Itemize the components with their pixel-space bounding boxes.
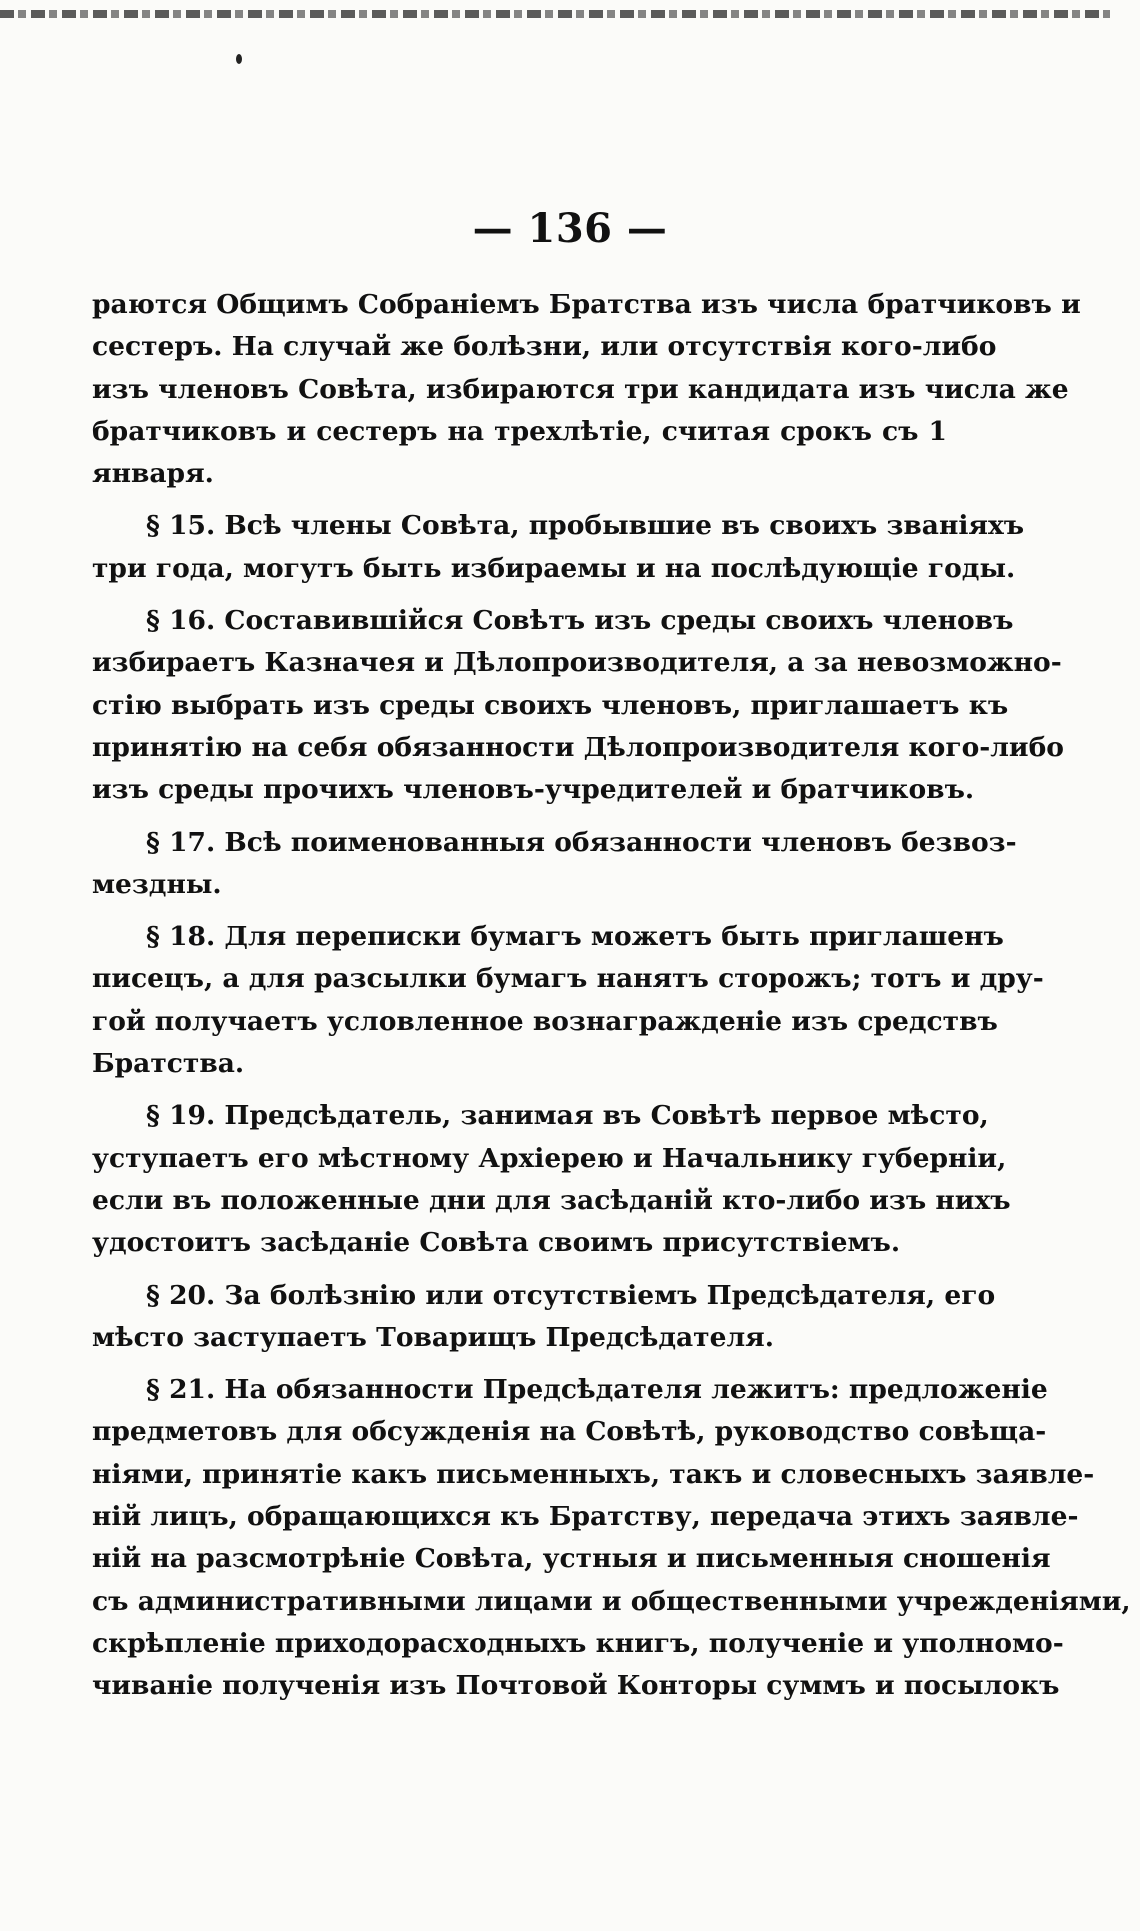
text-line: скрѣпленіе приходорасходныхъ книгъ, полученіе и уполномо- (92, 1627, 1064, 1659)
text-line: ній лицъ, обращающихся къ Братству, передача этихъ заявле- (92, 1501, 1079, 1533)
text-line: чиваніе полученія изъ Почтовой Конторы суммъ и посылокъ (92, 1670, 1060, 1702)
text-line: сестеръ. На случай же болѣзни, или отсутствія кого-либо (92, 331, 997, 363)
text-line: избираетъ Казначея и Дѣлопроизводителя, а за невозможно- (92, 647, 1062, 679)
text-line: § 20. За болѣзнію или отсутствіемъ Предсѣдателя, его (146, 1279, 996, 1311)
text-line: § 18. Для переписки бумагъ можетъ быть приглашенъ (146, 921, 1004, 953)
text-line: Братства. (92, 1048, 245, 1080)
text-line: § 17. Всѣ поименованныя обязанности членовъ безвоз- (146, 826, 1017, 858)
text-line: стію выбрать изъ среды своихъ членовъ, приглашаетъ къ (92, 689, 1009, 721)
text-line: если въ положенные дни для засѣданій кто-либо изъ нихъ (92, 1184, 1011, 1216)
page-number: — 136 — (472, 205, 668, 252)
text-line: § 21. На обязанности Предсѣдателя лежитъ: предложеніе (146, 1374, 1048, 1406)
text-line: § 19. Предсѣдатель, занимая въ Совѣтѣ первое мѣсто, (146, 1100, 989, 1132)
text-line: удостоитъ засѣданіе Совѣта своимъ присутствіемъ. (92, 1227, 901, 1259)
paragraph-section-15 (92, 505, 1025, 590)
body-text (92, 284, 1131, 1718)
top-border-rule (0, 10, 1110, 18)
text-line: три года, могутъ быть избираемы и на послѣдующіе годы. (92, 552, 1016, 584)
paragraph-section-21 (92, 1369, 1131, 1707)
text-line: ніями, принятіе какъ письменныхъ, такъ и словесныхъ заявле- (92, 1458, 1095, 1490)
text-line: принятію на себя обязанности Дѣлопроизводителя кого-либо (92, 731, 1064, 763)
text-line: раются Общимъ Собраніемъ Братства изъ числа братчиковъ и (92, 289, 1081, 320)
text-line: изъ среды прочихъ членовъ-учредителей и братчиковъ. (92, 774, 975, 806)
ink-speck (236, 54, 242, 64)
text-line: января. (92, 458, 214, 490)
paragraph-section-16 (92, 600, 1064, 811)
text-line: съ административными лицами и общественными учрежденіями, (92, 1585, 1131, 1617)
text-line: уступаетъ его мѣстному Архіерею и Начальнику губерніи, (92, 1142, 1007, 1174)
text-line: писецъ, а для разсылки бумагъ нанятъ сторожъ; тотъ и дру- (92, 963, 1044, 995)
paragraph-section-20 (92, 1275, 996, 1360)
text-line: § 15. Всѣ члены Совѣта, пробывшие въ своихъ званіяхъ (146, 510, 1025, 542)
text-line: предметовъ для обсужденія на Совѣтѣ, руководство совѣща- (92, 1416, 1047, 1448)
text-line: § 16. Составившійся Совѣтъ изъ среды своихъ членовъ (146, 605, 1014, 637)
text-line: ній на разсмотрѣніе Совѣта, устныя и письменныя сношенія (92, 1543, 1051, 1575)
text-line: гой получаетъ условленное вознагражденіе изъ средствъ (92, 1005, 998, 1037)
text-line: мездны. (92, 868, 222, 900)
paragraph-section-17 (92, 822, 1017, 907)
paragraph-section-18 (92, 916, 1044, 1085)
text-line: мѣсто заступаетъ Товарищъ Предсѣдателя. (92, 1321, 774, 1353)
text-line: изъ членовъ Совѣта, избираются три кандидата изъ числа же (92, 373, 1069, 405)
text-line: братчиковъ и сестеръ на трехлѣтіе, считая срокъ съ 1 (92, 415, 947, 447)
paragraph-continuation (92, 284, 1081, 495)
paragraph-section-19 (92, 1095, 1011, 1264)
